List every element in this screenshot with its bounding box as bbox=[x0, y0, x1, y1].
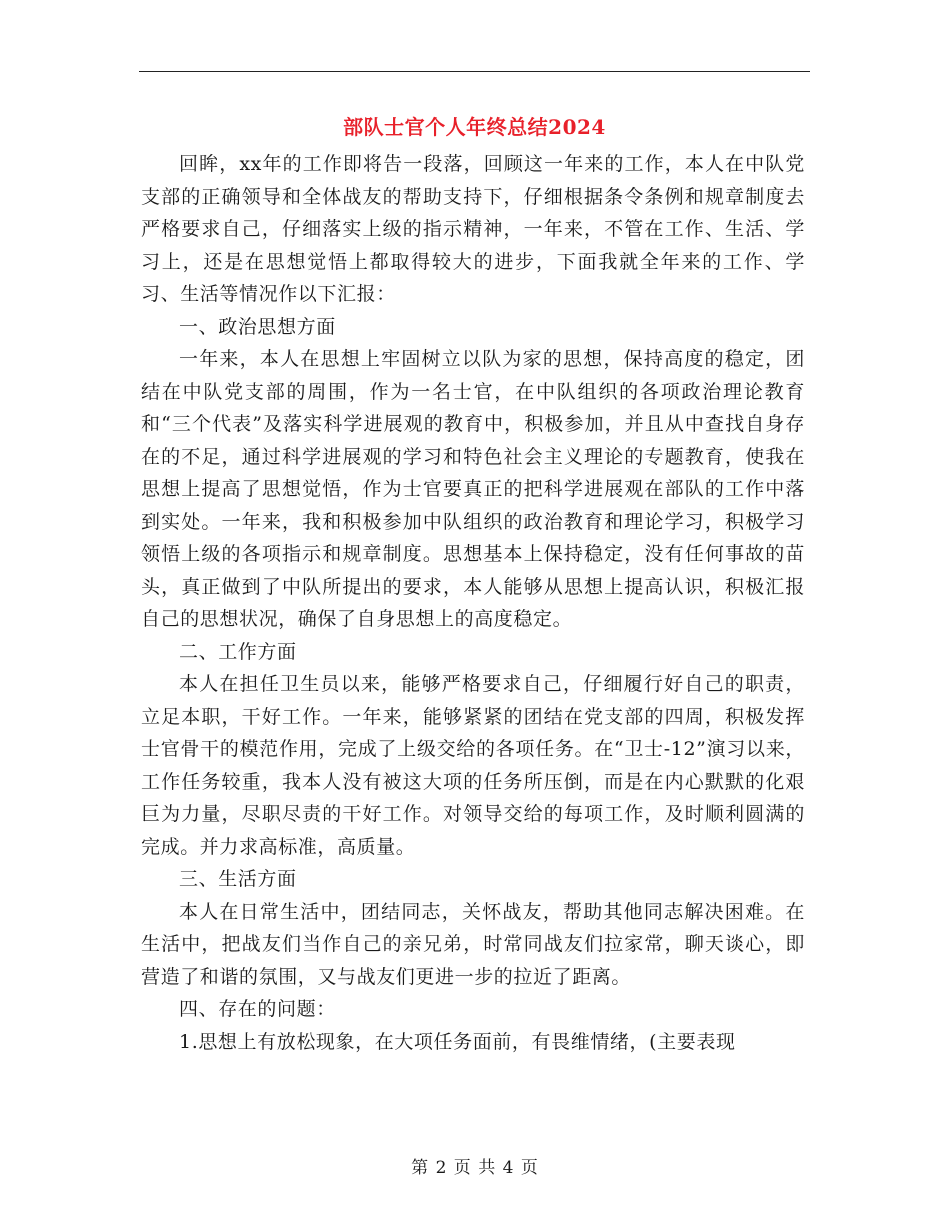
paragraph-problem-1: 1.思想上有放松现象，在大项任务面前，有畏维情绪，(主要表现 bbox=[179, 1030, 736, 1053]
section-heading-life: 三、生活方面 bbox=[179, 868, 297, 890]
header-rule bbox=[139, 71, 810, 72]
section-heading-work: 二、工作方面 bbox=[179, 640, 297, 663]
page-number-footer: 第 2 页 共 4 页 bbox=[411, 1158, 539, 1178]
section-heading-politics: 一、政治思想方面 bbox=[179, 315, 336, 338]
document-title: 部队士官个人年终总结2024 bbox=[343, 115, 606, 139]
paragraph-politics: 一年来，本人在思想上牢固树立以队为家的思想，保持高度的稳定，团结在中队党支部的周围，作为一名士官，在中队组织的各项政治理论教育和“三个代表”及落实科学进展观的教育中，积极参加，并且从中查找自身存在的不足，通过科学进展观的学习和特色社会主义理论的专题教育，使我在思想上提高了思想觉悟，作为士官要真正的把科学进展观在部队的工作中落到实处。一年来，我和积极参加中队组织的政治教育和理论学习，积极学习领悟上级的各项指示和规章制度。思想基本上保持稳定，没有任何事故的苗头，真正做到了中队所提出的要求，本人能够从思想上提高认识，积极汇报自己的思想状况，确保了自身思想上的高度稳定。 bbox=[141, 348, 805, 630]
document-body bbox=[141, 148, 805, 1058]
paragraph-intro: 回眸，xx年的工作即将告一段落，回顾这一年来的工作，本人在中队党支部的正确领导和全体战友的帮助支持下，仔细根据条令条例和规章制度去严格要求自己，仔细落实上级的指示精神，一年来，不管在工作、生活、学习上，还是在思想觉悟上都取得较大的进步，下面我就全年来的工作、学习、生活等情况作以下汇报： bbox=[141, 153, 805, 305]
paragraph-work: 本人在担任卫生员以来，能够严格要求自己，仔细履行好自己的职责，立足本职，干好工作。一年来，能够紧紧的团结在党支部的四周，积极发挥士官骨干的模范作用，完成了上级交给的各项任务。在“卫士-12”演习以来，工作任务较重，我本人没有被这大项的任务所压倒，而是在内心默默的化艰巨为力量，尽职尽责的干好工作。对领导交给的每项工作，及时顺利圆满的完成。并力求高标准，高质量。 bbox=[141, 673, 805, 858]
paragraph-life: 本人在日常生活中，团结同志，关怀战友，帮助其他同志解决困难。在生活中，把战友们当作自己的亲兄弟，时常同战友们拉家常，聊天谈心，即营造了和谐的氛围，又与战友们更进一步的拉近了距离。 bbox=[141, 900, 805, 988]
section-heading-problems: 四、存在的问题： bbox=[179, 998, 336, 1020]
